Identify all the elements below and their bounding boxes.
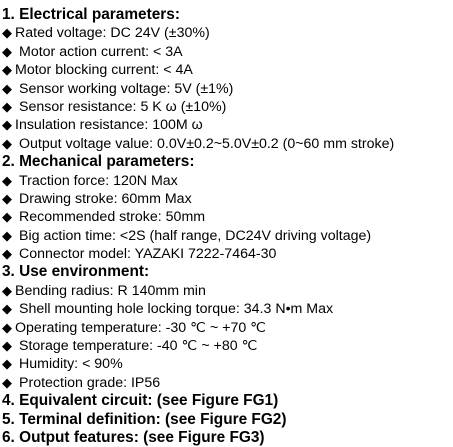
- list-item-text: Protection grade: IP56: [19, 374, 161, 391]
- list-item: [2, 190, 453, 208]
- list-item-text: Motor action current: < 3A: [19, 43, 183, 60]
- list-item: [2, 80, 453, 98]
- list-item: [2, 61, 453, 79]
- diamond-bullet-icon: ◆: [2, 374, 12, 390]
- diamond-bullet-icon: ◆: [2, 338, 12, 354]
- list-item-text: Traction force: 120N Max: [19, 172, 178, 189]
- list-item-text: Drawing stroke: 60mm Max: [19, 190, 192, 207]
- list-item: [2, 282, 453, 300]
- section-heading-terminal-definition: 5. Terminal definition: (see Figure FG2): [2, 410, 287, 428]
- list-item: [2, 172, 453, 190]
- list-item-text: Humidity: < 90%: [19, 356, 123, 373]
- list-item-text: Sensor resistance: 5 K ω (±10%): [19, 98, 227, 115]
- diamond-bullet-icon: ◆: [2, 227, 12, 243]
- list-item-text: Motor blocking current: < 4A: [15, 62, 193, 79]
- section-heading-mechanical: 2. Mechanical parameters:: [2, 153, 195, 171]
- section-heading-environment: 3. Use environment:: [2, 263, 150, 281]
- list-item: [2, 374, 453, 392]
- list-item-text: Output voltage value: 0.0V±0.2~5.0V±0.2 (0~60 mm stroke): [19, 135, 395, 152]
- diamond-bullet-icon: ◆: [2, 135, 12, 151]
- list-item: [2, 24, 453, 42]
- list-item: [2, 337, 453, 355]
- section-heading-electrical: 1. Electrical parameters:: [2, 6, 180, 23]
- diamond-bullet-icon: ◆: [2, 98, 12, 114]
- diamond-bullet-icon: ◆: [2, 172, 12, 188]
- list-item: [2, 43, 453, 61]
- list-item: [2, 227, 453, 245]
- list-item-text: Operating temperature: -30 ℃ ~ +70 ℃: [15, 319, 267, 336]
- diamond-bullet-icon: ◆: [2, 301, 12, 317]
- list-item: [2, 355, 453, 373]
- diamond-bullet-icon: ◆: [2, 319, 12, 335]
- list-item: [2, 208, 453, 226]
- list-item-text: Rated voltage: DC 24V (±30%): [15, 25, 210, 42]
- section-heading-equivalent-circuit: 4. Equivalent circuit: (see Figure FG1): [2, 392, 279, 410]
- list-item-text: Insulation resistance: 100M ω: [15, 117, 203, 134]
- diamond-bullet-icon: ◆: [2, 190, 12, 206]
- diamond-bullet-icon: ◆: [2, 356, 12, 372]
- diamond-bullet-icon: ◆: [2, 80, 12, 96]
- diamond-bullet-icon: ◆: [2, 43, 12, 59]
- list-item-text: Shell mounting hole locking torque: 34.3 N•m Max: [19, 301, 334, 318]
- list-item: [2, 300, 453, 318]
- section-heading-output-features: 6. Output features: (see Figure FG3): [2, 428, 265, 446]
- list-item: [2, 245, 453, 263]
- diamond-bullet-icon: ◆: [2, 282, 12, 298]
- list-item-text: Connector model: YAZAKI 7222-7464-30: [19, 246, 277, 263]
- diamond-bullet-icon: ◆: [2, 246, 12, 262]
- list-item-text: Storage temperature: -40 ℃ ~ +80 ℃: [19, 338, 258, 355]
- diamond-bullet-icon: ◆: [2, 117, 12, 133]
- list-item-text: Bending radius: R 140mm min: [15, 282, 206, 299]
- list-item: [2, 135, 453, 153]
- list-item-text: Big action time: <2S (half range, DC24V driving voltage): [19, 227, 372, 244]
- list-item: [2, 319, 453, 337]
- diamond-bullet-icon: ◆: [2, 209, 12, 225]
- list-item-text: Recommended stroke: 50mm: [19, 209, 206, 226]
- diamond-bullet-icon: ◆: [2, 25, 12, 41]
- list-item: [2, 116, 453, 134]
- list-item-text: Sensor working voltage: 5V (±1%): [19, 80, 234, 97]
- diamond-bullet-icon: ◆: [2, 62, 12, 78]
- list-item: [2, 98, 453, 116]
